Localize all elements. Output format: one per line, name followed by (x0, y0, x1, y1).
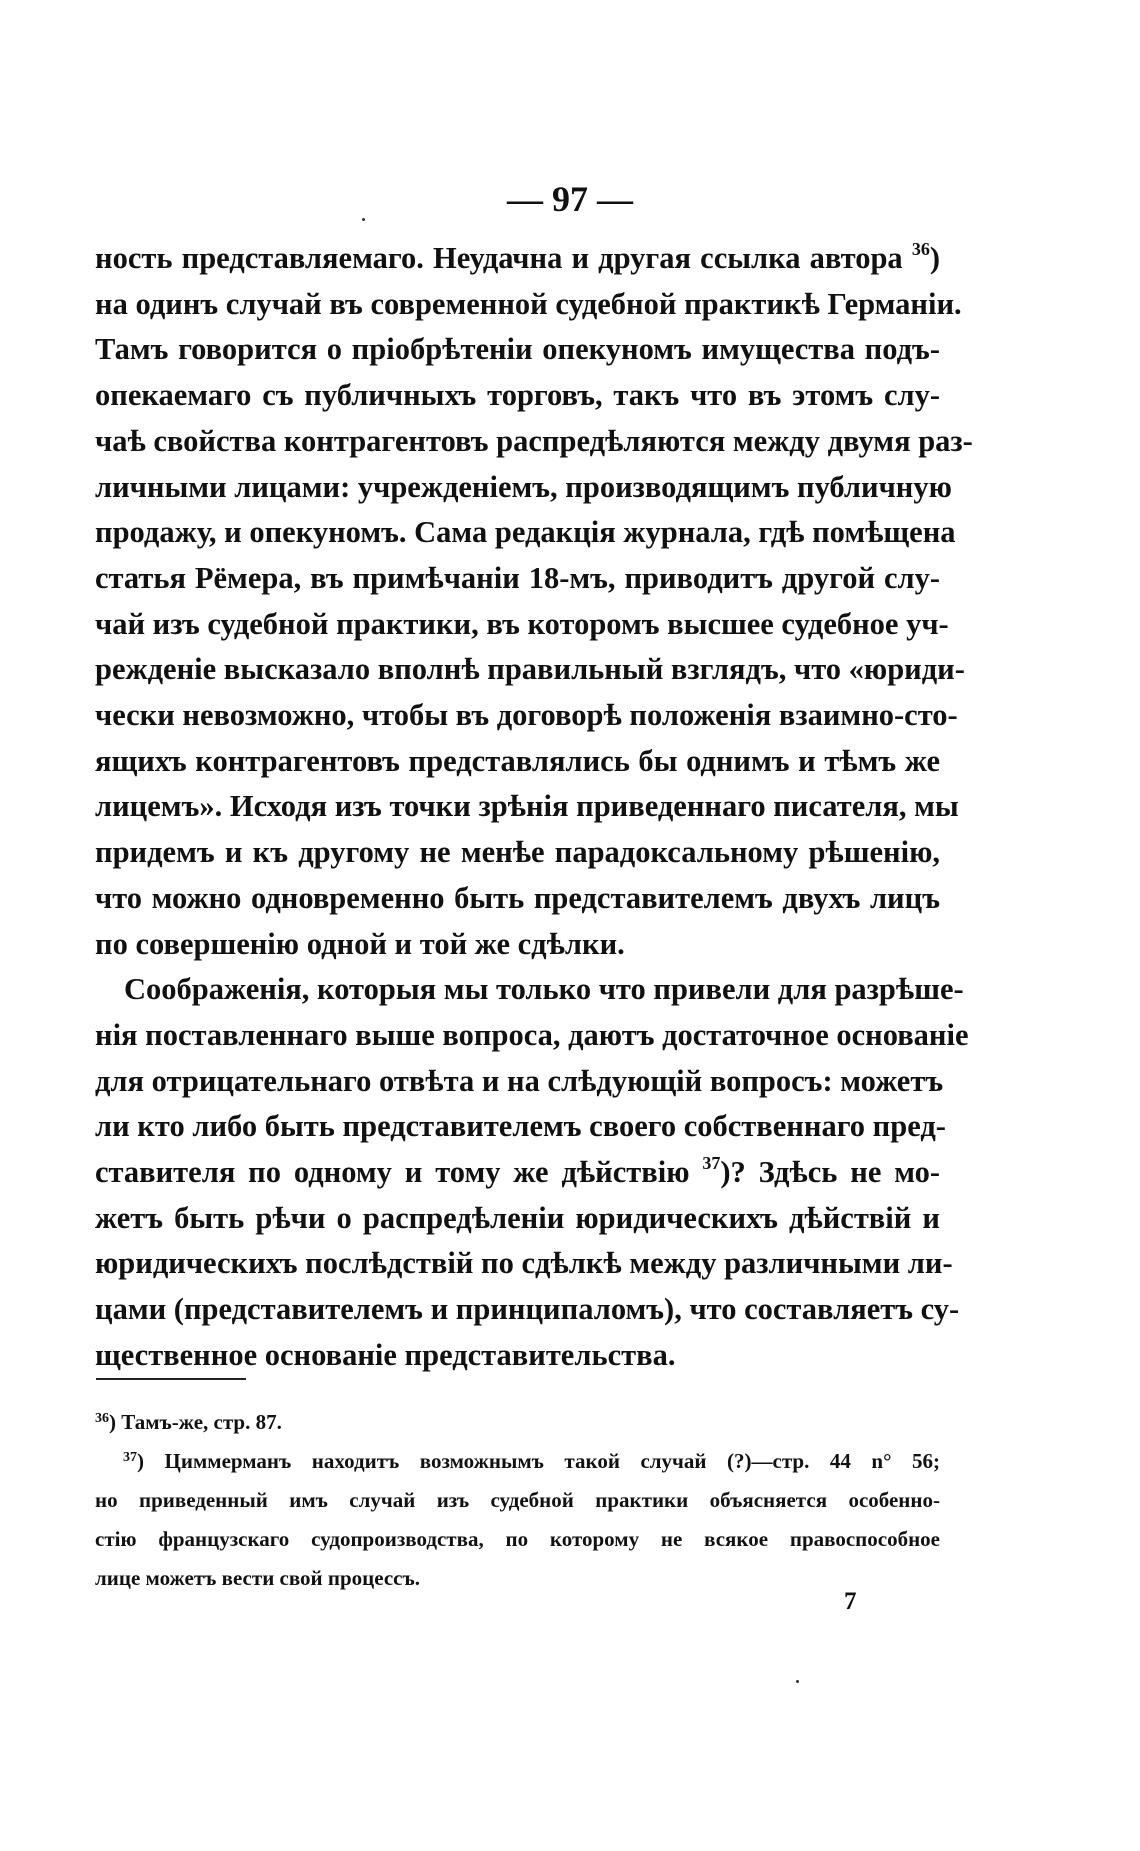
print-speck (362, 218, 365, 221)
text-line-4: опекаемаго съ публичныхъ торговъ, такъ что въ этомъ слу- (95, 378, 940, 413)
text-line-14: придемъ и къ другому не менѣе парадоксальному рѣшенію, (95, 835, 940, 870)
footnote-ref-36[interactable]: 36 (911, 239, 930, 259)
footnote-marker-37: 37 (123, 1450, 137, 1465)
text-line-15: что можно одновременно быть представителемъ двухъ лицъ (95, 880, 940, 915)
text-line-10: режденіе высказало вполнѣ правильный взглядъ, что «юриди- (95, 652, 965, 687)
footnote-37-line-2: но приведенный имъ случай изъ судебной практики объясняется особенно- (95, 1488, 940, 1512)
footnote-37: $^{37}$) Циммерманъ находитъ возможнымъ такой случай (?)—стр. 44 n° 56; (123, 1449, 940, 1473)
text-line-20: ли кто либо быть представителемъ своего собственнаго пред- (95, 1109, 946, 1144)
text-line-22: жетъ быть рѣчи о распредѣленіи юридическихъ дѣйствій и (95, 1200, 940, 1235)
text-line-13: лицемъ». Исходя изъ точки зрѣнія приведеннаго писателя, мы (95, 789, 959, 824)
text-line-1: ность представляемаго. Неудачна и другая ссылка автора $^{36}$) (95, 239, 940, 275)
text-line-3: Тамъ говорится о пріобрѣтеніи опекуномъ имущества подъ- (95, 332, 940, 367)
text-line-25: щественное основаніе представительства. (95, 1337, 676, 1372)
text-line-12: ящихъ контрагентовъ представлялись бы однимъ и тѣмъ же (95, 743, 940, 778)
footnote-37-line-3: стію французскаго судопроизводства, по которому не всякое правоспособное (95, 1527, 940, 1551)
footnote-marker-36: 36 (95, 1411, 109, 1426)
text-line-16: по совершенію одной и той же сдѣлки. (95, 926, 625, 961)
text-line-6: личными лицами: учрежденіемъ, производящимъ публичную (95, 469, 952, 504)
footnote-ref-37[interactable]: 37 (702, 1153, 721, 1174)
text-line-17: Соображенія, которыя мы только что привели для разрѣше- (124, 972, 964, 1007)
footnotes (95, 1403, 940, 1598)
text-line-7: продажу, и опекуномъ. Сама редакція журнала, гдѣ помѣщена (95, 515, 956, 550)
page-number: — 97 — (507, 179, 633, 219)
text-line-23: юридическихъ послѣдствій по сдѣлкѣ между различными ли- (95, 1246, 953, 1281)
signature-mark: 7 (844, 1588, 857, 1615)
text-line-2: на одинъ случай въ современной судебной практикѣ Германіи. (95, 286, 962, 321)
text-line-11: чески невозможно, чтобы въ договорѣ положенія взаимно-сто- (95, 698, 958, 733)
footnote-36: $^{36}$) Тамъ-же, стр. 87. (95, 1410, 282, 1434)
text-line-5: чаѣ свойства контрагентовъ распредѣляются между двумя раз- (95, 423, 973, 458)
text-line-9: чай изъ судебной практики, въ которомъ высшее судебное уч- (95, 606, 949, 641)
text-line-21: ставителя по одному и тому же дѣйствію $^{37}$)? Здѣсь не мо- (95, 1153, 940, 1190)
text-line-19: для отрицательнаго отвѣта и на слѣдующій вопросъ: можетъ (95, 1063, 944, 1098)
footnote-37-line-4: лице можетъ вести свой процессъ. (95, 1566, 420, 1590)
text-line-18: нія поставленнаго выше вопроса, даютъ достаточное основаніе (95, 1017, 969, 1052)
text-line-8: статья Рёмера, въ примѣчаніи 18-мъ, приводитъ другой слу- (95, 560, 940, 595)
footnote-divider (96, 1378, 246, 1380)
print-speck (796, 1680, 799, 1683)
text-line-24: цами (представителемъ и принципаломъ), что составляетъ су- (95, 1292, 960, 1327)
main-text (95, 236, 973, 1379)
